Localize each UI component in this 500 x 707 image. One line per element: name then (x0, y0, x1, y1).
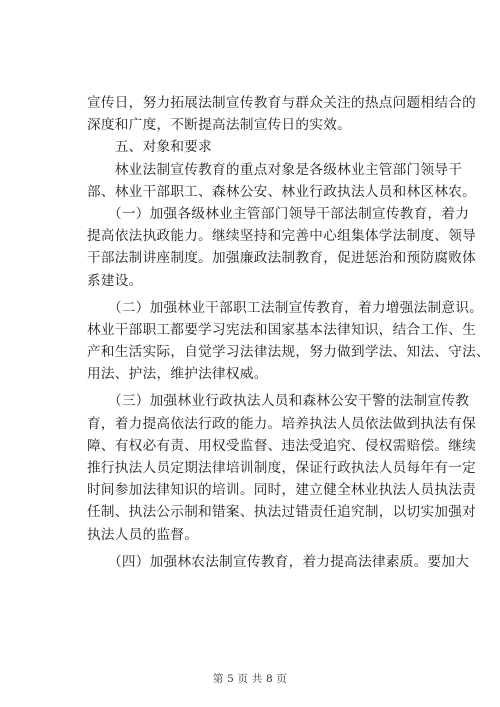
text-line: 深度和广度，不断提高法制宣传日的实效。 (87, 117, 351, 134)
page-number: 第 5 页 共 8 页 (212, 673, 288, 685)
text-line: 推行执法人员定期法律培训制度，保证行政执法人员每年有一定 (87, 460, 477, 476)
text-line: 时间参加法律知识的培训。同时，建立健全林业执法人员执法责 (87, 482, 477, 499)
text-line: 部、林业干部职工、森林公安、林业行政执法人员和林区林农。 (87, 183, 477, 200)
text-line: 障、有权必有责、用权受监督、违法受追究、侵权需赔偿。继续 (87, 437, 477, 454)
text-line: 系建设。 (87, 272, 143, 289)
text-line: 育，着力提高依法行政的能力。培养执法人员依法做到执法有保 (87, 415, 477, 432)
text-line: 执法人员的监督。 (87, 526, 199, 543)
text-line: （三）加强林业行政执法人员和森林公安干警的法制宣传教 (87, 393, 470, 410)
text-line: 干部法制讲座制度。加强廉政法制教育，促进惩治和预防腐败体 (87, 250, 477, 267)
section-heading: 五、对象和要求 (87, 139, 213, 156)
text-line: （四）加强林农法制宣传教育，着力提高法律素质。要加大 (87, 553, 470, 570)
document-body (87, 92, 490, 573)
text-line: （一）加强各级林业主管部门领导干部法制宣传教育，着力 (87, 205, 470, 222)
text-line: （二）加强林业干部职工法制宣传教育，着力增强法制意识。 (87, 299, 484, 316)
text-line: 提高依法执政能力。继续坚持和完善中心组集体学法制度、领导 (87, 228, 477, 245)
text-line: 林业法制宣传教育的重点对象是各级林业主管部门领导干 (87, 161, 463, 178)
text-line: 用法、护法，维护法律权威。 (87, 366, 268, 383)
text-line: 宣传日，努力拓展法制宣传教育与群众关注的热点问题相结合的 (87, 95, 477, 111)
text-line: 任制、执法公示制和错案、执法过错责任追究制，以切实加强对 (87, 504, 477, 521)
text-line: 产和生活实际，自觉学习法律法规，努力做到学法、知法、守法、 (87, 344, 490, 361)
text-line: 林业干部职工都要学习宪法和国家基本法律知识，结合工作、生 (87, 321, 477, 338)
